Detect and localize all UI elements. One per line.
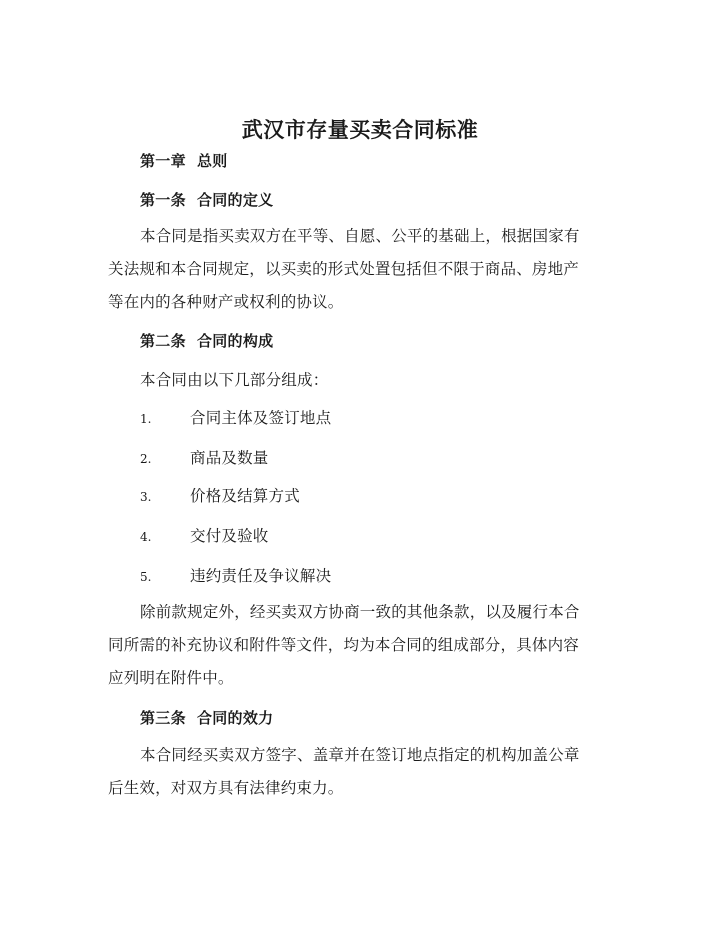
list-text: 违约责任及争议解决 [190, 567, 332, 585]
article-2-paragraph [108, 596, 600, 695]
list-item [140, 524, 269, 548]
article-2-intro [140, 364, 600, 397]
list-text: 价格及结算方式 [190, 487, 300, 505]
list-text: 交付及验收 [190, 527, 269, 545]
list-number: 2. [140, 452, 152, 466]
article-2-heading: 第二条 合同的构成 [140, 332, 274, 350]
chapter-heading: 第一章 总则 [140, 152, 228, 170]
paragraph-line: 除前款规定外，经买卖双方协商一致的其他条款，以及履行本合 [140, 603, 580, 621]
article-1-heading: 第一条 合同的定义 [140, 191, 274, 209]
list-text: 商品及数量 [190, 449, 269, 467]
paragraph-line: 本合同由以下几部分组成： [140, 371, 329, 389]
article-3-paragraph [108, 739, 600, 805]
list-text: 合同主体及签订地点 [190, 409, 332, 427]
list-item [140, 484, 300, 508]
document-title: 武汉市存量买卖合同标准 [241, 117, 479, 142]
paragraph-line: 本合同经买卖双方签字、盖章并在签订地点指定的机构加盖公章 [140, 746, 580, 764]
article-3-heading: 第三条 合同的效力 [140, 709, 274, 727]
paragraph-line: 同所需的补充协议和附件等文件，均为本合同的组成部分，具体内容 [108, 636, 580, 654]
list-number: 4. [140, 530, 152, 544]
list-item [140, 406, 331, 430]
list-number: 1. [140, 412, 152, 426]
paragraph-line: 关法规和本合同规定，以买卖的形式处置包括但不限于商品、房地产 [108, 260, 580, 278]
list-number: 5. [140, 570, 152, 584]
article-1-paragraph [108, 220, 600, 319]
paragraph-line: 等在内的各种财产或权利的协议。 [108, 293, 344, 311]
paragraph-line: 本合同是指买卖双方在平等、自愿、公平的基础上，根据国家有 [140, 227, 580, 245]
list-item [140, 564, 331, 588]
paragraph-line: 后生效，对双方具有法律约束力。 [108, 779, 344, 797]
list-item [140, 446, 269, 470]
paragraph-line: 应列明在附件中。 [108, 669, 234, 687]
list-number: 3. [140, 490, 152, 504]
